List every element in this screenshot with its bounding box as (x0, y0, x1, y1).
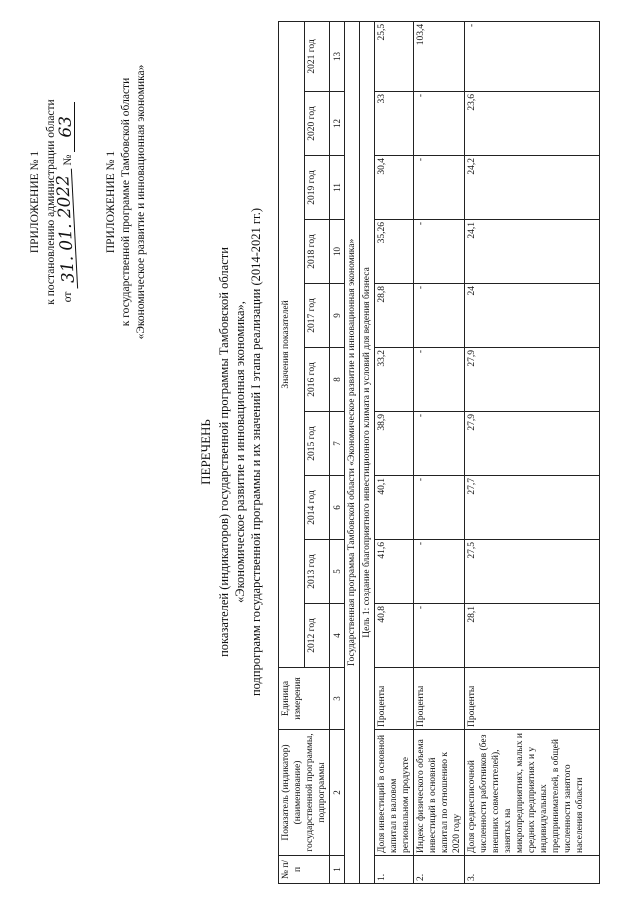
value-cell: 33,2 (375, 348, 414, 412)
header-year: 2012 год (304, 604, 330, 668)
column-number: 4 (330, 604, 345, 668)
column-number: 11 (330, 156, 345, 220)
header-year: 2020 год (304, 92, 330, 156)
decree-reference (44, 32, 79, 372)
decree-line: к постановлению администрации области (45, 99, 57, 305)
value-cell: - (414, 540, 465, 604)
header-year: 2018 год (304, 220, 330, 284)
table-row (414, 21, 465, 883)
header-year: 2015 год (304, 412, 330, 476)
handwritten-date: 31. 01. 2022 (56, 168, 78, 289)
table-row (375, 21, 414, 883)
value-cell: 40,8 (375, 604, 414, 668)
document-title (198, 72, 264, 832)
header-indicator: Показатель (индикатор) (наименование) государственной программы, подпрограммы (279, 730, 330, 856)
value-cell: 24,1 (465, 220, 600, 284)
program-row: Государственная программа Тамбовской области «Экономическое развитие и инновационная экономика» (345, 21, 360, 883)
column-number: 9 (330, 284, 345, 348)
value-cell: - (414, 348, 465, 412)
column-number-row (330, 21, 345, 883)
title-line2: «Экономическое развитие и инновационная экономика», (233, 301, 247, 603)
column-number: 10 (330, 220, 345, 284)
value-cell: - (414, 412, 465, 476)
date-prefix: от (62, 291, 74, 303)
row-number: 2. (414, 856, 465, 884)
value-cell: 33 (375, 92, 414, 156)
indicator-unit: Проценты (375, 668, 414, 730)
header-year: 2014 год (304, 476, 330, 540)
value-cell: - (414, 284, 465, 348)
value-cell: - (465, 21, 600, 91)
value-cell: 103,4 (414, 21, 465, 91)
value-cell: 27,5 (465, 540, 600, 604)
value-cell: - (414, 604, 465, 668)
column-number: 6 (330, 476, 345, 540)
value-cell: - (414, 92, 465, 156)
row-number: 1. (375, 856, 414, 884)
value-cell: - (414, 156, 465, 220)
value-cell: - (414, 476, 465, 540)
header-year: 2021 год (304, 21, 330, 91)
rotated-document-page (20, 12, 620, 892)
value-cell: 38,9 (375, 412, 414, 476)
value-cell: 35,26 (375, 220, 414, 284)
header-no: № п/п (279, 856, 330, 884)
column-number: 3 (330, 668, 345, 730)
title-line3: подпрограмм государственной программы и их значений I этапа реализации (2014-2021 гг.) (249, 207, 263, 697)
value-cell: 28,1 (465, 604, 600, 668)
indicator-unit: Проценты (465, 668, 600, 730)
program-appendix-header (104, 32, 149, 372)
indicator-name: Доля инвестиций в основной капитал в валовом региональном продукте (375, 730, 414, 856)
column-number: 8 (330, 348, 345, 412)
indicator-unit: Проценты (414, 668, 465, 730)
value-cell: 28,8 (375, 284, 414, 348)
column-number: 12 (330, 92, 345, 156)
indicators-table (278, 21, 600, 884)
value-cell: 30,4 (375, 156, 414, 220)
header-year: 2017 год (304, 284, 330, 348)
value-cell: 27,9 (465, 412, 600, 476)
title-line1: показателей (индикаторов) государственной программы Тамбовской области (217, 247, 231, 657)
goal-row: Цель 1: создание благоприятного инвестиционного климата и условий для ведения бизнеса (360, 21, 375, 883)
value-cell: - (414, 220, 465, 284)
value-cell: 40,1 (375, 476, 414, 540)
indicator-name: Доля среднесписочной численности работников (без внешних совместителей), занятых на микропредприятиях, малых и средних предприятиях и у индивидуальных предпринимателей, в общей численности занятого населения области (465, 730, 600, 856)
value-cell: 24,2 (465, 156, 600, 220)
header-year: 2016 год (304, 348, 330, 412)
column-number: 7 (330, 412, 345, 476)
value-cell: 27,9 (465, 348, 600, 412)
handwritten-number: 63 (59, 102, 75, 152)
header-year: 2019 год (304, 156, 330, 220)
value-cell: 25,5 (375, 21, 414, 91)
header-year: 2013 год (304, 540, 330, 604)
decree-date-number (53, 32, 79, 372)
value-cell: 23,6 (465, 92, 600, 156)
appendix-header (28, 32, 43, 372)
indicator-name: Индекс физического объема инвестиций в основной капитал по отношению к 2020 году (414, 730, 465, 856)
program-appendix-line1: к государственной программе Тамбовской области (120, 77, 132, 327)
column-number: 2 (330, 730, 345, 856)
program-appendix-line2: «Экономическое развитие и инновационная экономика» (135, 64, 147, 340)
value-cell: 24 (465, 284, 600, 348)
value-cell: 27,7 (465, 476, 600, 540)
program-appendix-title: ПРИЛОЖЕНИЕ № 1 (105, 150, 117, 254)
header-unit: Единица измерения (279, 668, 330, 730)
column-number: 5 (330, 540, 345, 604)
title-head: ПЕРЕЧЕНЬ (198, 419, 213, 485)
value-cell: 41,6 (375, 540, 414, 604)
appendix-title: ПРИЛОЖЕНИЕ № 1 (29, 150, 41, 254)
header-values: Значения показателей (279, 21, 305, 667)
column-number: 13 (330, 21, 345, 91)
row-number: 3. (465, 856, 600, 884)
table-row (465, 21, 600, 883)
column-number: 1 (330, 856, 345, 884)
number-prefix: № (62, 154, 74, 166)
